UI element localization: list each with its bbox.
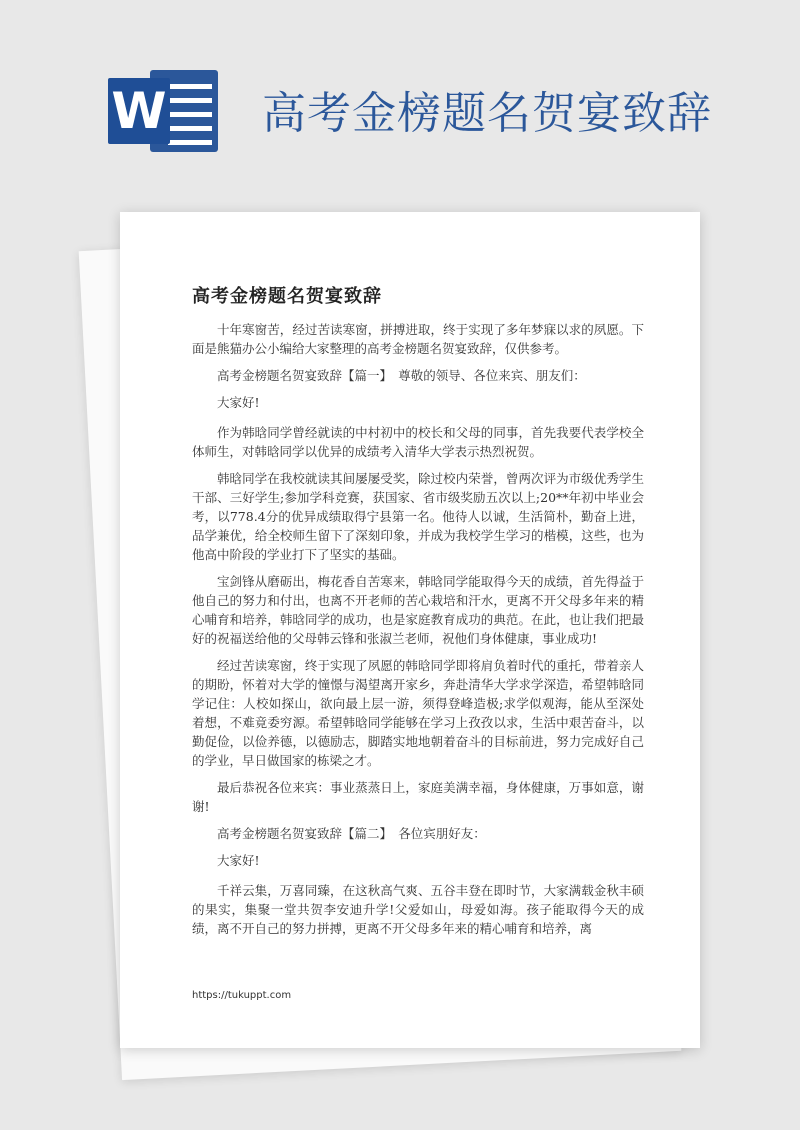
word-document-icon bbox=[108, 66, 220, 156]
banner bbox=[0, 0, 800, 200]
banner-title: 高考金榜题名贺宴致辞 bbox=[262, 88, 712, 139]
word-icon-letter: W bbox=[108, 78, 170, 144]
document-body bbox=[192, 320, 644, 946]
document-title: 高考金榜题名贺宴致辞 bbox=[192, 286, 382, 307]
paragraph: 韩晗同学在我校就读其间屡屡受奖，除过校内荣誉，曾两次评为市级优秀学生干部、三好学生;参加学科竞赛，获国家、省市级奖励五次以上;20**年初中毕业会考，以778.4分的优异成绩取得宁县第一名。他待人以诚，生活简朴，勤奋上进，品学兼优，给全校师生留下了深刻印象，并成为我校学生学习的楷模，这些，也为他高中阶段的学业打下了坚实的基础。 bbox=[192, 471, 644, 562]
footer-url[interactable]: https://tukuppt.com bbox=[192, 990, 292, 1001]
paragraph: 作为韩晗同学曾经就读的中村初中的校长和父母的同事，首先我要代表学校全体师生，对韩晗同学以优异的成绩考入清华大学表示热烈祝贺。 bbox=[192, 425, 644, 459]
paragraph: 千祥云集，万喜同臻，在这秋高气爽、五谷丰登在即时节，大家满载金秋丰硕的果实，集聚一堂共贺李安迪升学!父爱如山，母爱如海。孩子能取得今天的成绩，离不开自己的努力拼搏，更离不开父母多年来的精心哺育和培养，离 bbox=[192, 883, 644, 936]
paragraph-heading-1: 高考金榜题名贺宴致辞【篇一】 尊敬的领导、各位来宾、朋友们： bbox=[217, 368, 586, 383]
paragraph-intro: 十年寒窗苦，经过苦读寒窗，拼搏进取，终于实现了多年梦寐以求的夙愿。下面是熊猫办公小编给大家整理的高考金榜题名贺宴致辞，仅供参考。 bbox=[192, 322, 644, 356]
paragraph-closing: 最后恭祝各位来宾：事业蒸蒸日上，家庭美满幸福，身体健康，万事如意，谢谢! bbox=[192, 780, 644, 814]
paragraph: 经过苦读寒窗，终于实现了夙愿的韩晗同学即将肩负着时代的重托，带着亲人的期盼，怀着对大学的憧憬与渴望离开家乡，奔赴清华大学求学深造，希望韩晗同学记住：人校如探山，欲向最上层一游，须得登峰造极;求学似观海，能从至深处着想，不难竟委穷源。希望韩晗同学能够在学习上孜孜以求，生活中艰苦奋斗，以勤促俭，以俭养德，以德励志，脚踏实地地朝着奋斗的目标前进，努力完成好自己的学业，早日做国家的栋梁之才。 bbox=[192, 658, 644, 768]
document-page bbox=[120, 212, 700, 1048]
paragraph-greeting-2: 大家好! bbox=[217, 853, 260, 868]
paragraph: 宝剑锋从磨砺出，梅花香自苦寒来，韩晗同学能取得今天的成绩，首先得益于他自己的努力和付出，也离不开老师的苦心栽培和汗水，更离不开父母多年来的精心哺育和培养，韩晗同学的成功，也是家庭教育成功的典范。在此，也让我们把最好的祝福送给他的父母韩云锋和张淑兰老师，祝他们身体健康，事业成功! bbox=[192, 574, 644, 646]
paragraph-heading-2: 高考金榜题名贺宴致辞【篇二】 各位宾朋好友： bbox=[217, 826, 486, 841]
paragraph-greeting-1: 大家好! bbox=[217, 395, 260, 410]
